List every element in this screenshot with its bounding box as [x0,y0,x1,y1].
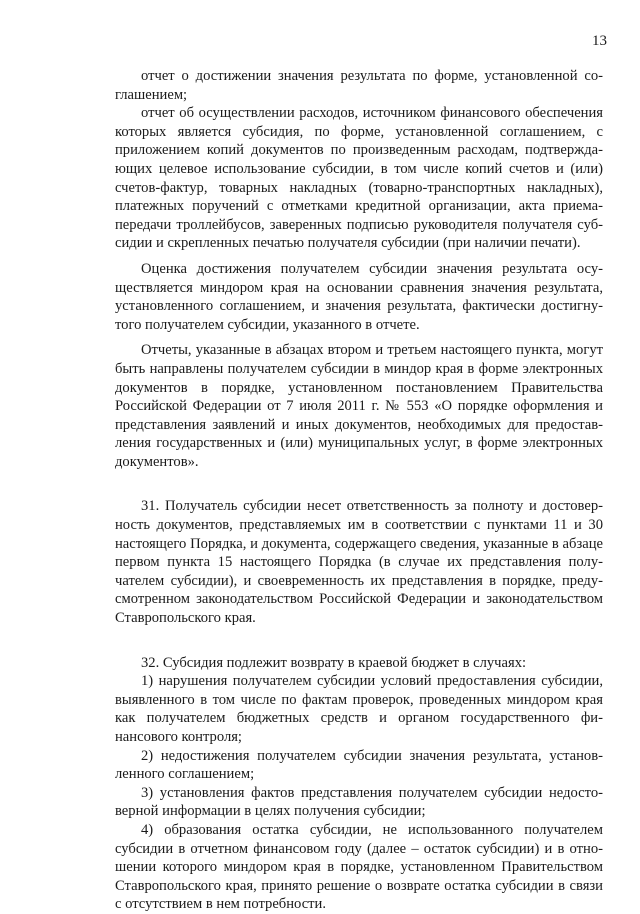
paragraph-evaluation: Оценка достижения получателем субсидии значения результата осуществляется миндором края на основании сравнения значения результата, установленного соглашением, и значения результата, фактически достигнутого получателем субсидии, указанного в отчете. [115,260,603,333]
paragraph-31-responsibility: 31. Получатель субсидии несет ответственность за полноту и достоверность документов, представляемых им в соответствии с пунктами 11 и 30 настоящего Порядка, и документа, содержащего сведения, указанные в абзаце первом пункта 15 настоящего Порядка (в случае их представления получателем субсидии), и своевременность их представления в порядке, предусмотренном законодательством Российской Федерации и законодательством Ставропольского края. [115,498,603,627]
paragraph-electronic-reports: Отчеты, указанные в абзацах втором и третьем настоящего пункта, могут быть направлены получателем субсидии в миндор края в форме электронных документов в порядке, установленном постановлением Правительства Российской Федерации от 7 июля 2011 г. № 553 «О порядке оформления и представления заявлений и иных документов, необходимых для предоставления государственных и (или) муниципальных услуг, в форме электронных документов». [115,342,603,470]
list-item-refund-2: 2) недостижения получателем субсидии значения результата, установленного соглашением; [115,747,603,783]
list-item-refund-4: 4) образования остатка субсидии, не использованного получателем субсидии в отчетном финансовом году (далее – остаток субсидии) и в отношении которого миндором края в порядке, установленном Правительством Ставропольского края, принято решение о возврате остатка субсидии в связи с отсутствием в нем потребности. [115,821,603,913]
list-item-refund-1: 1) нарушения получателем субсидии условий предоставления субсидии, выявленного в том числе по фактам проверок, проведенных миндором края как получателем бюджетных средств и органом государственного финансового контроля; [115,673,603,745]
page-number: 13 [592,33,607,49]
list-item-refund-3: 3) установления фактов представления получателем субсидии недостоверной информации в целях получения субсидии; [115,784,603,820]
paragraph-report-result: отчет о достижении значения результата по форме, установленной соглашением; [115,68,603,103]
paragraph-report-expenses: отчет об осуществлении расходов, источником финансового обеспечения которых является субсидия, по форме, установленной соглашением, с приложением копий документов по произведенным расходам, подтверждающих целевое использование субсидии, в том числе копий счетов и (или) счетов-фактур, товарных накладных (товарно-транспортных накладных), платежных поручений с отметками кредитной организации, акта приема-передачи троллейбусов, заверенных подписью руководителя получателя субсидии и скрепленных печатью получателя субсидии (при наличии печати). [115,105,603,252]
document-body [115,67,603,914]
paragraph-32-refund: 32. Субсидия подлежит возврату в краевой бюджет в случаях: [141,654,527,671]
